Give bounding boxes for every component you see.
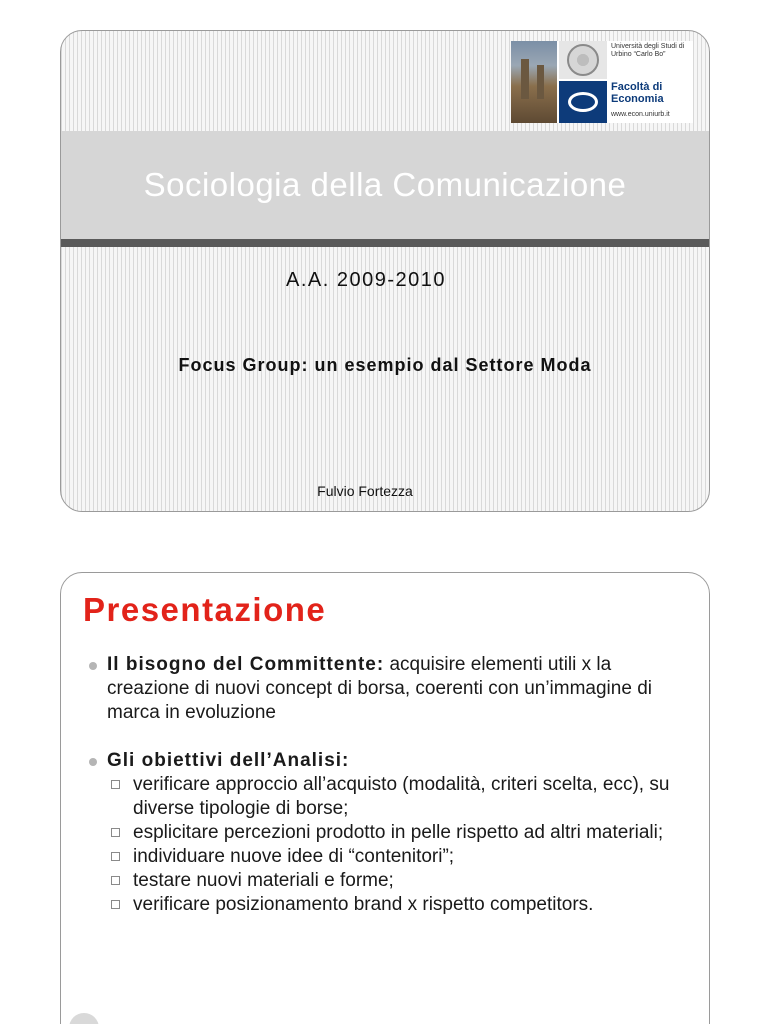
list-item xyxy=(107,821,697,845)
list-item-text: verificare posizionamento brand x rispetto competitors. xyxy=(133,894,594,915)
square-bullet-icon xyxy=(111,900,120,909)
list-item-text: testare nuovi materiali e forme; xyxy=(133,870,394,891)
list-item-text: individuare nuove idee di “contenitori”; xyxy=(133,846,455,867)
university-name: Università degli Studi di Urbino “Carlo Bo” xyxy=(611,43,685,58)
bullet-item xyxy=(83,653,693,725)
bullet-lead: Il bisogno del Committente: xyxy=(107,654,385,675)
faculty-url: www.econ.uniurb.it xyxy=(611,111,670,118)
title-band xyxy=(61,131,709,239)
slide-number-marker xyxy=(69,1013,99,1024)
slide-heading: Presentazione xyxy=(83,591,327,628)
list-item-text: verificare approccio all’acquisto (modalità, criteri scelta, ecc), su diverse tipologie di borse; xyxy=(133,774,670,819)
slide-subtitle: Focus Group: un esempio dal Settore Moda xyxy=(178,355,592,375)
university-logo xyxy=(511,41,693,123)
bullet-text: acquisire elementi utili x la creazione di nuovi concept di borsa, coerenti con un’immagine di marca in evoluzione xyxy=(107,654,652,723)
list-item-text: esplicitare percezioni prodotto in pelle rispetto ad altri materiali; xyxy=(133,822,664,843)
university-seal-icon xyxy=(559,41,607,79)
objectives-list xyxy=(107,773,697,917)
list-item xyxy=(107,773,697,821)
faculty-name: Facoltà di Economia xyxy=(611,81,664,105)
academic-year: A.A. 2009-2010 xyxy=(286,269,446,291)
list-item xyxy=(107,869,697,893)
list-item xyxy=(107,893,697,917)
title-divider xyxy=(61,239,709,247)
title-slide xyxy=(60,30,710,512)
bullet-item xyxy=(83,749,693,773)
square-bullet-icon xyxy=(111,876,120,885)
square-bullet-icon xyxy=(111,780,120,789)
list-item xyxy=(107,845,697,869)
bullet-dot-icon xyxy=(89,662,97,670)
square-bullet-icon xyxy=(111,852,120,861)
economics-faculty-icon xyxy=(559,81,607,123)
bullet-dot-icon xyxy=(89,758,97,766)
bullet-lead: Gli obiettivi dell’Analisi: xyxy=(107,750,350,771)
author-name: Fulvio Fortezza xyxy=(317,483,413,499)
campus-photo-icon xyxy=(511,41,557,123)
slide-title: Sociologia della Comunicazione xyxy=(143,166,627,203)
square-bullet-icon xyxy=(111,828,120,837)
content-slide xyxy=(60,572,710,1024)
